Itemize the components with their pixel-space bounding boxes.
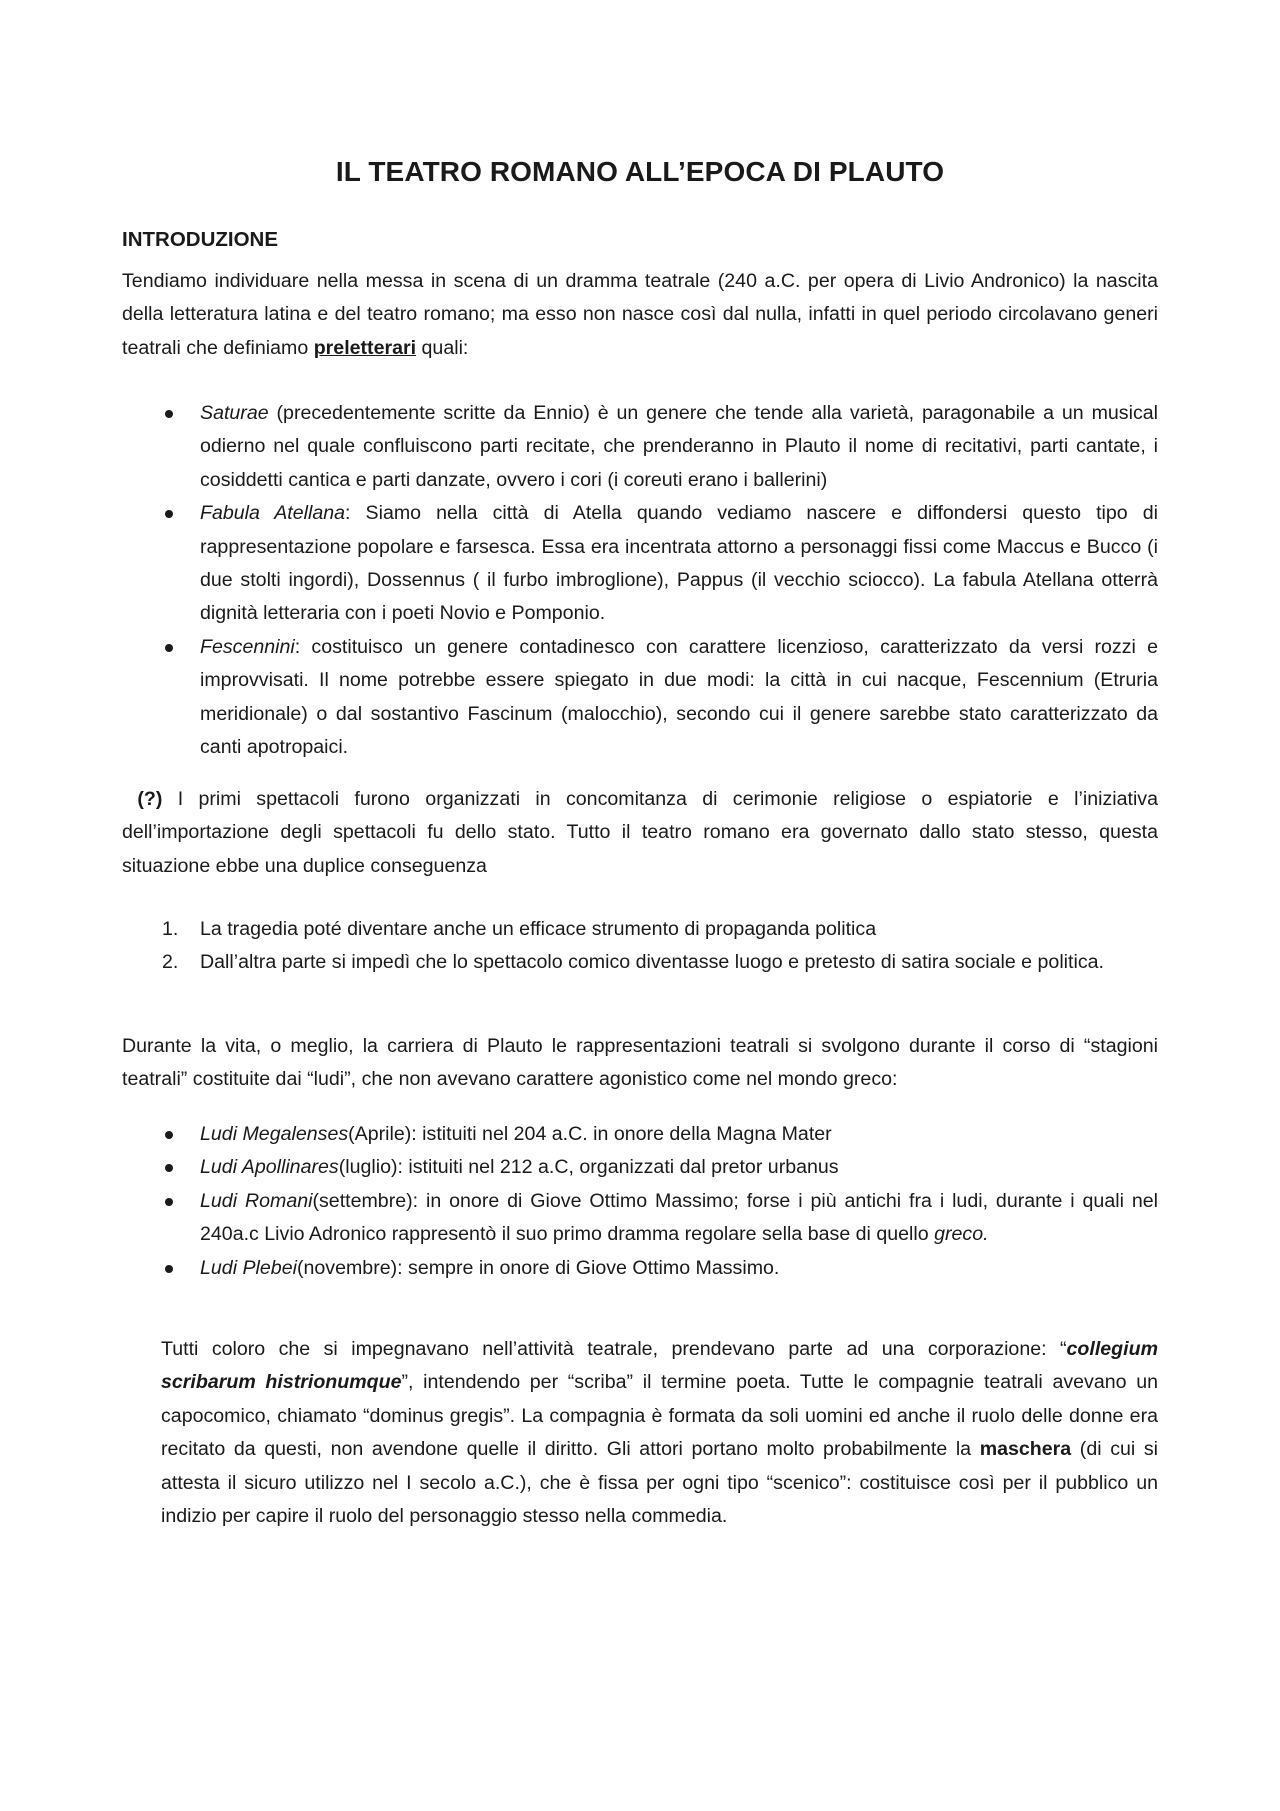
final-text-3: (di cui si attesta il sicuro utilizzo nel I secolo a.C.), che è fissa per ogni tipo “scenico”: costituisce così per il pubblico un indizio per capire il ruolo del personaggio stesso nella commedia. xyxy=(161,1438,1158,1528)
list-item xyxy=(122,1185,1158,1252)
genre-name: Fabula Atellana xyxy=(200,502,346,525)
intro-emphasis: preletterari xyxy=(313,336,417,359)
ludi-list xyxy=(122,1118,1158,1285)
genre-text: : costituisco un genere contadinesco con carattere licenzioso, caratterizzato da versi rozzi e improvvisati. Il nome potrebbe essere spiegato in due modi: la città in cui nacque, Fescennium (Etruria meridionale) o dal sostantivo Fascinum (malocchio), secondo cui il genere sarebbe stato caratterizzato da canti apotropaici. xyxy=(200,635,1158,759)
consequence-text: Dall’altra parte si impedì che lo spettacolo comico diventasse luogo e pretesto di satira sociale e politica. xyxy=(200,951,1104,974)
question-marker: (?) xyxy=(137,788,163,810)
list-item xyxy=(122,497,1158,631)
ludi-tail: greco. xyxy=(934,1223,989,1246)
list-number: 1. xyxy=(162,918,179,940)
state-paragraph xyxy=(122,783,1158,883)
list-item xyxy=(122,1151,1158,1184)
ludi-name: Ludi Apollinares xyxy=(200,1156,339,1179)
ludi-paragraph: Durante la vita, o meglio, la carriera di Plauto le rappresentazioni teatrali si svolgono durante il corso di “stagioni teatrali” costituite dai “ludi”, che non avevano carattere agonistico come nel mondo greco: xyxy=(122,1035,1158,1091)
document-title: IL TEATRO ROMANO ALL’EPOCA DI PLAUTO xyxy=(335,156,945,187)
list-item xyxy=(122,946,1158,979)
genre-name: Saturae xyxy=(200,402,269,424)
maschera-term: maschera xyxy=(979,1438,1072,1461)
section-heading: INTRODUZIONE xyxy=(122,228,279,251)
intro-text-2: quali: xyxy=(416,336,469,359)
consequences-list xyxy=(122,913,1158,980)
list-item xyxy=(122,1252,1158,1285)
ludi-text: (novembre): sempre in onore di Giove Ottimo Massimo. xyxy=(296,1256,780,1279)
list-item xyxy=(122,1118,1158,1151)
consequence-text: La tragedia poté diventare anche un efficace strumento di propaganda politica xyxy=(200,918,877,940)
ludi-text: (settembre): in onore di Giove Ottimo Massimo; forse i più antichi fra i ludi, durante i quali nel 240a.c Livio Adronico rappresentò il suo primo dramma regolare sella base di quello xyxy=(200,1189,1158,1246)
ludi-name: Ludi Romani xyxy=(200,1189,313,1212)
list-item xyxy=(122,631,1158,765)
genre-text: (precedentemente scritte da Ennio) è un genere che tende alla varietà, paragonabile a un musical odierno nel quale confluiscono parti recitate, che prenderanno in Plauto il nome di recitativi, parti cantate, i cosiddetti cantica e parti danzate, ovvero i cori (i coreuti erano i ballerini) xyxy=(200,402,1158,491)
ludi-text: (luglio): istituiti nel 212 a.C, organizzati dal pretor urbanus xyxy=(338,1156,839,1179)
list-item xyxy=(122,913,1158,946)
ludi-name: Ludi Plebei xyxy=(200,1256,297,1279)
genre-name: Fescennini xyxy=(200,635,295,658)
genres-list xyxy=(122,397,1158,764)
collegium-term: collegium scribarum histrionumque xyxy=(161,1338,1158,1394)
final-paragraph xyxy=(161,1333,1158,1533)
final-text-2: ”, intendendo per “scriba” il termine poeta. Tutte le compagnie teatrali avevano un capocomico, chiamato “dominus gregis”. La compagnia è formata da soli uomini ed anche il ruolo delle donne era recitato da questi, non avendone quelle il diritto. Gli attori portano molto probabilmente la xyxy=(161,1371,1158,1461)
list-item xyxy=(122,397,1158,497)
intro-text-1: Tendiamo individuare nella messa in scena di un dramma teatrale (240 a.C. per opera di Livio Andronico) la nascita della letteratura latina e del teatro romano; ma esso non nasce così dal nulla, infatti in quel periodo circolavano generi teatrali che definiamo xyxy=(122,270,1158,359)
genre-text: : Siamo nella città di Atella quando vediamo nascere e diffondersi questo tipo di rappresentazione popolare e farsesca. Essa era incentrata attorno a personaggi fissi come Maccus e Bucco (i due stolti ingordi), Dossennus ( il furbo imbroglione), Pappus (il vecchio sciocco). La fabula Atellana otterrà dignità letteraria con i poeti Novio e Pomponio. xyxy=(200,502,1158,625)
list-number: 2. xyxy=(162,951,179,974)
intro-paragraph xyxy=(122,265,1158,365)
final-text-1: Tutti coloro che si impegnavano nell’attività teatrale, prendevano parte ad una corporazione: “ xyxy=(161,1338,1067,1360)
state-text: I primi spettacoli furono organizzati in concomitanza di cerimonie religiose o espiatorie e l’iniziativa dell’importazione degli spettacoli fu dello stato. Tutto il teatro romano era governato dallo stato stesso, questa situazione ebbe una duplice conseguenza xyxy=(122,788,1158,877)
ludi-text: (Aprile): istituiti nel 204 a.C. in onore della Magna Mater xyxy=(348,1123,832,1145)
ludi-name: Ludi Megalenses xyxy=(200,1123,349,1145)
